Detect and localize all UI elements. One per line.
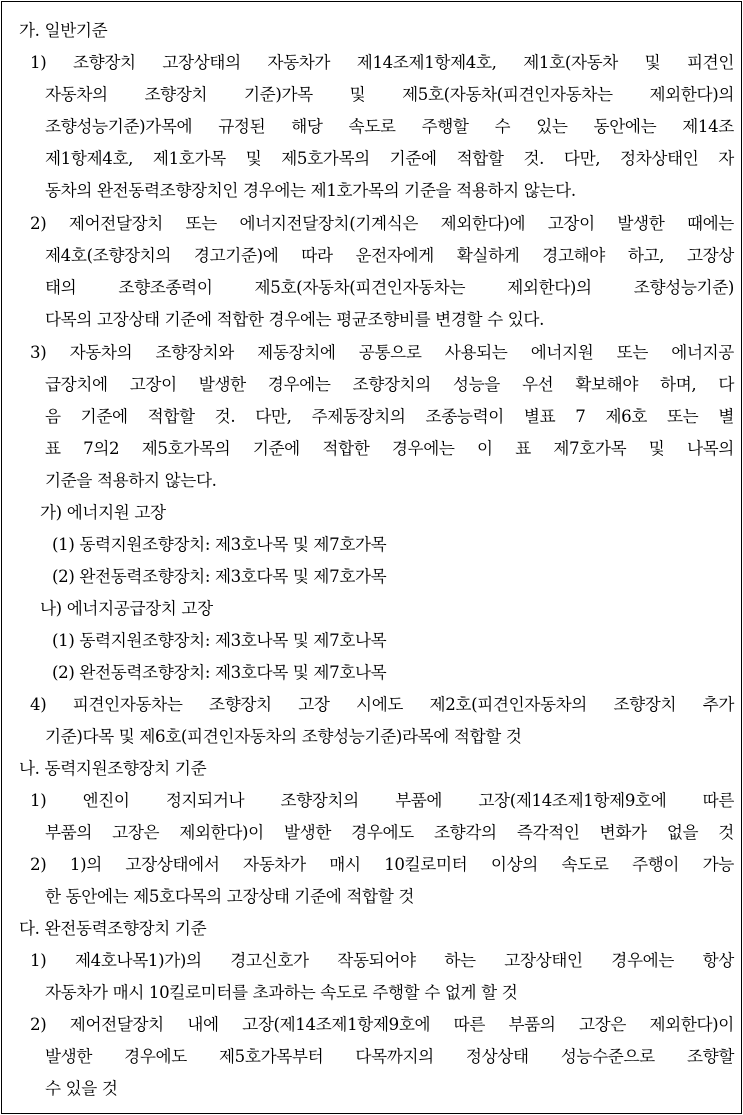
clause-line: 2) 1)의 고장상태에서 자동차가 매시 10킬로미터 이상의 속도로 주행이 가능 <box>30 855 734 874</box>
sub-item: (2) 완전동력조향장치: 제3호다목 및 제7호나목 <box>52 663 387 682</box>
clause-line: 발생한 경우에도 제5호가목부터 다목까지의 정상상태 성능수준으로 조향할 <box>45 1047 734 1066</box>
clause-line: 2) 제어전달장치 또는 에너지전달장치(기계식은 제외한다)에 고장이 발생한 때에는 <box>30 214 734 233</box>
clause-line: 자동차가 매시 10킬로미터를 초과하는 속도로 주행할 수 없게 할 것 <box>45 983 518 1002</box>
clause-line: 음 기준에 적합할 것. 다만, 주제동장치의 조종능력이 별표 7 제6호 또는 별 <box>45 407 734 426</box>
clause-line: 4) 피견인자동차는 조향장치 고장 시에도 제2호(피견인자동차의 조향장치 추가 <box>30 695 734 714</box>
clause-line: 조향성능기준)가목에 규정된 해당 속도로 주행할 수 있는 동안에는 제14조 <box>45 117 734 136</box>
clause-line: 한 동안에는 제5호다목의 고장상태 기준에 적합할 것 <box>45 887 415 906</box>
clause-line: 1) 조향장치 고장상태의 자동차가 제14조제1항제4호, 제1호(자동차 및 피견인 <box>30 53 734 72</box>
clause-line: 급장치에 고장이 발생한 경우에는 조향장치의 성능을 우선 확보해야 하며, 다 <box>45 375 734 394</box>
sub-heading: 나) 에너지공급장치 고장 <box>40 599 213 618</box>
section-heading: 나. 동력지원조향장치 기준 <box>19 759 207 778</box>
clause-line: 부품의 고장은 제외한다)이 발생한 경우에도 조향각의 즉각적인 변화가 없을 것 <box>45 823 734 842</box>
document-frame <box>1 1 742 1114</box>
sub-heading: 가) 에너지원 고장 <box>40 503 166 522</box>
clause-line: 제4호(조향장치의 경고기준)에 따라 운전자에게 확실하게 경고해야 하고, 고장상 <box>45 246 734 265</box>
section-heading: 가. 일반기준 <box>19 21 108 40</box>
clause-line: 1) 제4호나목1)가)의 경고신호가 작동되어야 하는 고장상태인 경우에는 항상 <box>30 951 734 970</box>
clause-line: 자동차의 조향장치 기준)가목 및 제5호(자동차(피견인자동차는 제외한다)의 <box>45 85 734 104</box>
clause-line: 기준을 적용하지 않는다. <box>45 471 217 490</box>
sub-item: (1) 동력지원조향장치: 제3호나목 및 제7호나목 <box>52 631 387 650</box>
clause-line: 제1항제4호, 제1호가목 및 제5호가목의 기준에 적합할 것. 다만, 정차상태인 자 <box>45 149 734 168</box>
clause-line: 기준)다목 및 제6호(피견인자동차의 조향성능기준)라목에 적합할 것 <box>45 727 522 746</box>
clause-line: 3) 자동차의 조향장치와 제동장치에 공통으로 사용되는 에너지원 또는 에너지공 <box>30 343 734 362</box>
clause-line: 동차의 완전동력조향장치인 경우에는 제1호가목의 기준을 적용하지 않는다. <box>45 181 576 200</box>
clause-line: 태의 조향조종력이 제5호(자동차(피견인자동차는 제외한다)의 조향성능기준) <box>45 278 734 297</box>
document-body <box>2 2 741 1113</box>
section-heading: 다. 완전동력조향장치 기준 <box>19 919 207 938</box>
clause-line: 수 있을 것 <box>45 1079 118 1098</box>
clause-line: 2) 제어전달장치 내에 고장(제14조제1항제9호에 따른 부품의 고장은 제외한다)이 <box>30 1015 734 1034</box>
clause-line: 다목의 고장상태 기준에 적합한 경우에는 평균조향비를 변경할 수 있다. <box>45 310 545 329</box>
clause-line: 표 7의2 제5호가목의 기준에 적합한 경우에는 이 표 제7호가목 및 나목의 <box>45 439 734 458</box>
clause-line: 1) 엔진이 정지되거나 조향장치의 부품에 고장(제14조제1항제9호에 따른 <box>30 791 734 810</box>
sub-item: (2) 완전동력조향장치: 제3호다목 및 제7호가목 <box>52 567 387 586</box>
sub-item: (1) 동력지원조향장치: 제3호나목 및 제7호가목 <box>52 535 387 554</box>
